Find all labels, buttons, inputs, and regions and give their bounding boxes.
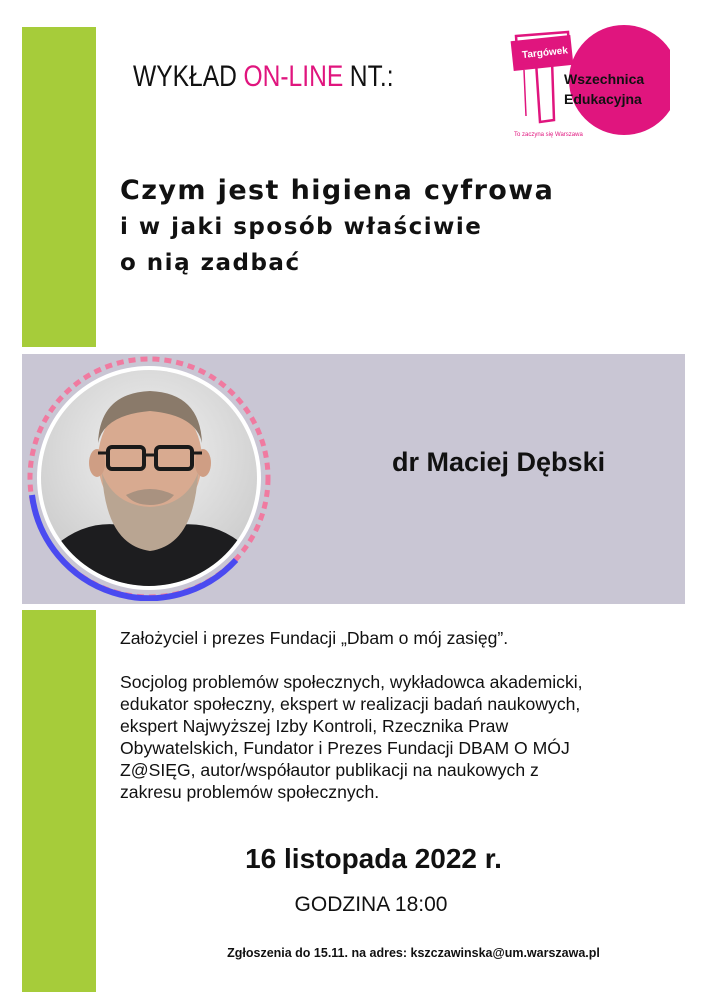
event-time: GODZINA 18:00 bbox=[294, 893, 448, 916]
heading-online: ON-LINE bbox=[243, 60, 344, 93]
bio-paragraph-2 bbox=[120, 671, 690, 803]
logo-badge-text: Targówek bbox=[521, 45, 569, 62]
speaker-name: dr Maciej Dębski bbox=[392, 447, 606, 477]
green-accent-bar-bottom bbox=[22, 610, 96, 992]
title-line-3: o nią zadbać bbox=[120, 250, 301, 276]
event-date: 16 listopada 2022 r. bbox=[245, 843, 502, 874]
bio-line: ekspert Najwyższej Izby Kontroli, Rzecznika Praw bbox=[120, 716, 509, 736]
logo-line2: Edukacyjna bbox=[564, 91, 642, 107]
heading-suffix: NT.: bbox=[349, 60, 394, 93]
registration-contact: Zgłoszenia do 15.11. na adres: kszczawinska@um.warszawa.pl bbox=[227, 946, 600, 960]
lecture-title bbox=[120, 173, 554, 281]
title-line-2: i w jaki sposób właściwie bbox=[120, 214, 483, 240]
speaker-bio bbox=[120, 627, 690, 803]
bio-line: Z@SIĘG, autor/współautor publikacji na naukowych z bbox=[120, 760, 539, 780]
bio-paragraph-1: Założyciel i prezes Fundacji „Dbam o mój zasięg”. bbox=[120, 628, 509, 648]
bio-line: Obywatelskich, Fundator i Prezes Fundacji DBAM O MÓJ bbox=[120, 738, 570, 758]
speaker-portrait bbox=[26, 355, 272, 601]
bio-line: zakresu problemów społecznych. bbox=[120, 782, 380, 802]
heading-prefix: WYKŁAD bbox=[133, 60, 237, 93]
bio-line: edukator społeczny, ekspert w realizacji badań naukowych, bbox=[120, 694, 581, 714]
bio-line: Socjolog problemów społecznych, wykładowca akademicki, bbox=[120, 672, 583, 692]
title-line-1: Czym jest higiena cyfrowa bbox=[120, 175, 555, 206]
lecture-type-heading bbox=[133, 60, 394, 94]
logo-line1: Wszechnica bbox=[564, 71, 645, 87]
wszechnica-edukacyjna-logo bbox=[506, 20, 670, 144]
logo-tagline: To zaczyna się Warszawa bbox=[514, 132, 583, 138]
green-accent-bar-top bbox=[22, 27, 96, 347]
